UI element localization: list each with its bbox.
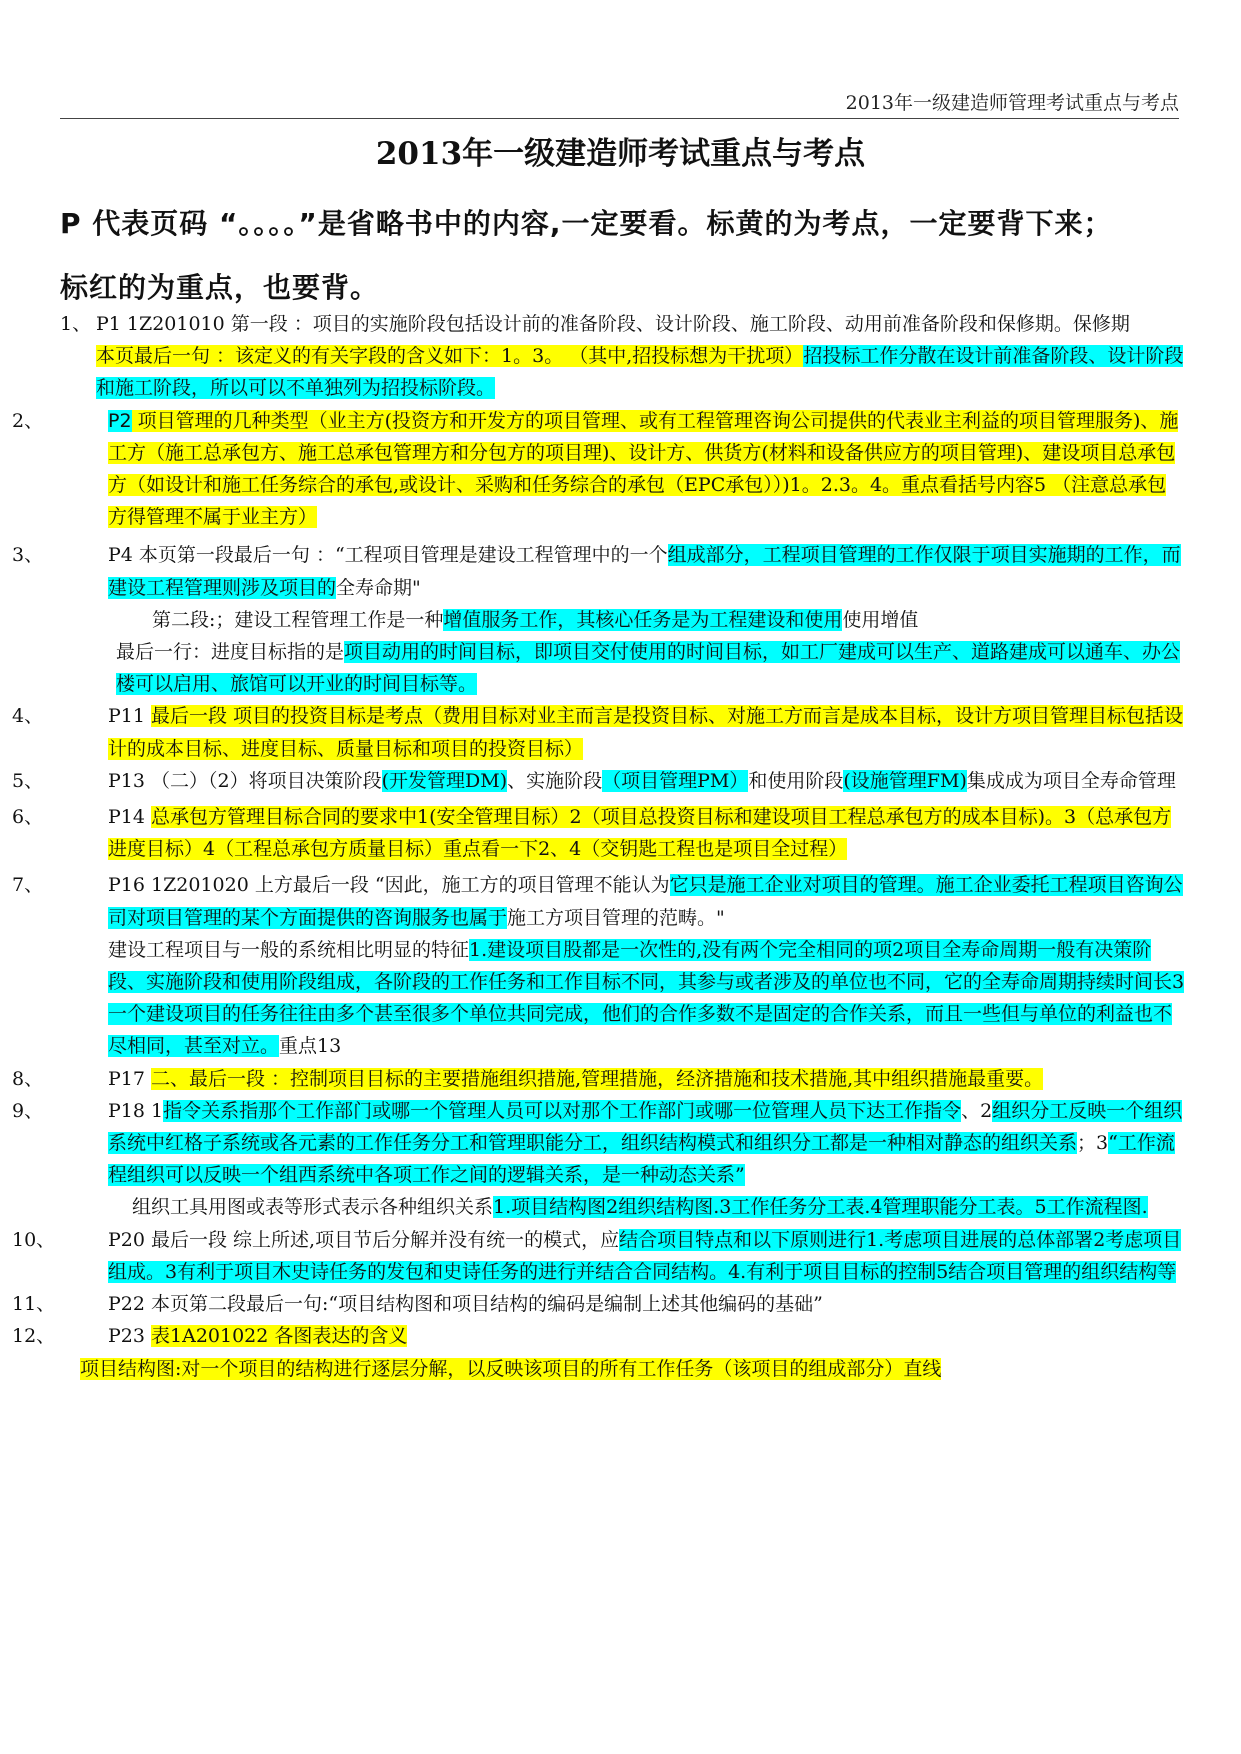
intro-line-1: P 代表页码 “。。。。”是省略书中的内容,一定要看。标黄的为考点，一定要背下来；	[60, 207, 1113, 240]
list-item-4	[12, 700, 1185, 764]
list-item-8	[12, 1063, 1185, 1095]
item-text: 重点13	[279, 1035, 342, 1058]
highlight-cyan: 组织分工反映一个组织系统中红格子系统或各元素的工作任务分工和管理职能分工，组织结构模式和组织分工都是一种相对静态的组织关系	[108, 1099, 1183, 1155]
item-text: 和使用阶段	[748, 769, 844, 792]
item-text: 最后一行：进度目标指的是	[116, 641, 345, 664]
item-number: 9、	[12, 1099, 44, 1122]
item-number: 11、	[12, 1293, 56, 1316]
list-item-10	[12, 1224, 1185, 1288]
list-item-3-para-3	[60, 636, 1185, 700]
item-number: 12、	[12, 1325, 56, 1348]
list-item-3	[12, 539, 1185, 603]
item-text: P17	[108, 1067, 152, 1090]
highlight-cyan: “工作流程组织可以反映一个组西系统中各项工作之间的逻辑关系，是一种动态关系”	[108, 1132, 1175, 1187]
list-item-11	[12, 1288, 1185, 1320]
page-title: 2013年一级建造师考试重点与考点	[375, 136, 866, 172]
highlight-yellow: 二、最后一段 ：控制项目目标的主要措施组织措施,管理措施，经济措施和技术措施,其中组织措施最重要。	[151, 1067, 1044, 1090]
highlight-yellow: 总承包方管理目标合同的要求中1(安全管理目标）2（项目总投资目标和建设项目工程总承包方的成本目标)。3（总承包方进度目标）4（工程总承包方质量目标）重点看一下2、4（交钥匙工程也是项目全过程）	[108, 806, 1172, 861]
item-text: P14	[108, 806, 152, 829]
list-item-12-para-2	[60, 1353, 1185, 1385]
list-item-6	[12, 801, 1185, 865]
item-text: 建设工程项目与一般的系统相比明显的特征	[108, 938, 470, 961]
item-text: P20 最后一段 综上所述,项目节后分解并没有统一的模式，应	[108, 1228, 620, 1251]
highlight-cyan: 项目动用的时间目标，即项目交付使用的时间目标，如工厂建成可以生产、道路建成可以通车、办公楼可以启用、旅馆可以开业的时间目标等。	[116, 641, 1181, 696]
list-item-9	[12, 1095, 1185, 1192]
highlight-yellow: 最后一段 项目的投资目标是考点（费用目标对业主而言是投资目标、对施工方而言是成本目标，设计方项目管理目标包括设计的成本目标、进度目标、质量目标和项目的投资目标）	[108, 705, 1184, 760]
highlight-yellow: 项目管理的几种类型（业主方(投资方和开发方的项目管理、或有工程管理咨询公司提供的代表业主利益的项目管理服务)、施工方（施工总承包方、施工总承包管理方和分包方的项目理)、设计方、供货方(材料和设备供应方的项目管理)、建设项目总承包方（如设计和施工任务综合的承包,或设计、采购和任务综合的承包（EPC承包））)1。2.3。4。重点看括号内容5 （注意总承包方得管理不属于业主方）	[108, 409, 1179, 529]
item-number: 7、	[12, 874, 44, 897]
item-text: 全寿命期"	[336, 576, 421, 599]
item-text: ；3	[1077, 1132, 1109, 1155]
item-text: 组织工具用图或表等形式表示各种组织关系	[132, 1196, 494, 1219]
highlight-cyan: 增值服务工作，其核心任务是为工程建设和使用	[443, 608, 843, 631]
item-number: 10、	[12, 1228, 56, 1251]
item-number: 1、	[60, 313, 92, 335]
highlight-cyan: 指令关系指那个工作部门或哪一个管理人员可以对那个工作部门或哪一位管理人员下达工作指令	[163, 1099, 962, 1122]
list-item-1	[60, 308, 1185, 405]
highlight-cyan: 组成部分，工程项目管理的工作仅限于项目实施期的工作，而建设工程管理则涉及项目的	[108, 544, 1181, 599]
item-text: P1 1Z201010 第一段 ：项目的实施阶段包括设计前的准备阶段、设计阶段、施工阶段、动用前准备阶段和保修期。保修期	[96, 313, 1130, 335]
item-text: 集成成为项目全寿命管理	[966, 769, 1176, 792]
header-rule	[60, 118, 1179, 119]
highlight-cyan: 结合项目特点和以下原则进行1.考虑项目进展的总体部署2考虑项目组成。3有利于项目木史诗任务的发包和史诗任务的进行并结合合同结构。4.有利于项目目标的控制5结合项目管理的组织结构等	[108, 1228, 1182, 1283]
list-item-3-para-2	[60, 604, 1185, 636]
item-text: 使用增值	[842, 608, 919, 631]
item-text: P13 （二）（2）将项目决策阶段	[108, 769, 382, 792]
list-item-5	[12, 765, 1185, 797]
item-number: 3、	[12, 544, 44, 567]
highlight-yellow: 本页最后一句 ：该定义的有关字段的含义如下：1。3。 （其中,招投标想为干扰项）	[96, 345, 804, 368]
list-item-7	[12, 869, 1185, 933]
item-text: P4 本页第一段最后一句 ：“工程项目管理是建设工程管理中的一个	[108, 544, 668, 567]
item-text: P11	[108, 705, 152, 728]
item-text: P22 本页第二段最后一句:“项目结构图和项目结构的编码是编制上述其他编码的基础”	[108, 1293, 823, 1316]
highlight-cyan: (开发管理DM)	[381, 769, 508, 792]
highlight-yellow: 表1A201022 各图表达的含义	[151, 1325, 408, 1348]
item-number: 2、	[12, 409, 44, 432]
list-item-7-para-2	[60, 934, 1185, 1063]
intro-paragraph	[60, 192, 1185, 320]
highlight-cyan: （项目管理PM）	[602, 769, 749, 792]
item-number: 6、	[12, 806, 44, 829]
running-header: 2013年一级建造师管理考试重点与考点	[845, 92, 1179, 114]
highlight-cyan: 1.建设项目股都是一次性的,没有两个完全相同的项2项目全寿命周期一般有决策阶段、实施阶段和使用阶段组成，各阶段的工作任务和工作目标不同，其参与或者涉及的单位也不同，它的全寿命周期持续时间长3一个建设项目的任务往往由多个甚至很多个单位共同完成，他们的合作多数不是固定的合作关系，而且一些但与单位的利益也不尽相同，甚至对立。	[108, 938, 1185, 1058]
highlight-cyan: 1.项目结构图2组织结构图.3工作任务分工表.4管理职能分工表。5工作流程图.	[493, 1196, 1148, 1219]
list-item-12	[12, 1320, 1185, 1352]
item-text: 第二段:；建设工程管理工作是一种	[152, 608, 444, 631]
list-item-9-para-2	[60, 1191, 1185, 1223]
notes-list	[12, 308, 1185, 1385]
item-text: 施工方项目管理的范畴。"	[507, 906, 725, 929]
item-number: 5、	[12, 769, 44, 792]
item-number: 4、	[12, 705, 44, 728]
item-text: P16 1Z201020 上方最后一段 “因此，施工方的项目管理不能认为	[108, 874, 670, 897]
intro-line-2: 标红的为重点，也要背。	[60, 271, 380, 304]
highlight-cyan: (设施管理FM)	[843, 769, 967, 792]
item-number: 8、	[12, 1067, 44, 1090]
page-ref: P2	[108, 409, 132, 432]
highlight-cyan: 招投标工作分散在设计前准备阶段、设计阶段和施工阶段，所以可以不单独列为招投标阶段。	[96, 345, 1184, 400]
item-text: P23	[108, 1325, 152, 1348]
item-text: 、实施阶段	[507, 769, 603, 792]
item-text: 、2	[961, 1099, 993, 1122]
highlight-cyan: 它只是施工企业对项目的管理。施工企业委托工程项目咨询公司对项目管理的某个方面提供的咨询服务也属于	[108, 874, 1183, 929]
list-item-2	[12, 405, 1185, 534]
item-text: P18 1	[108, 1099, 164, 1122]
highlight-yellow: 项目结构图:对一个项目的结构进行逐层分解，以反映该项目的所有工作任务（该项目的组成部分）直线	[80, 1357, 942, 1380]
